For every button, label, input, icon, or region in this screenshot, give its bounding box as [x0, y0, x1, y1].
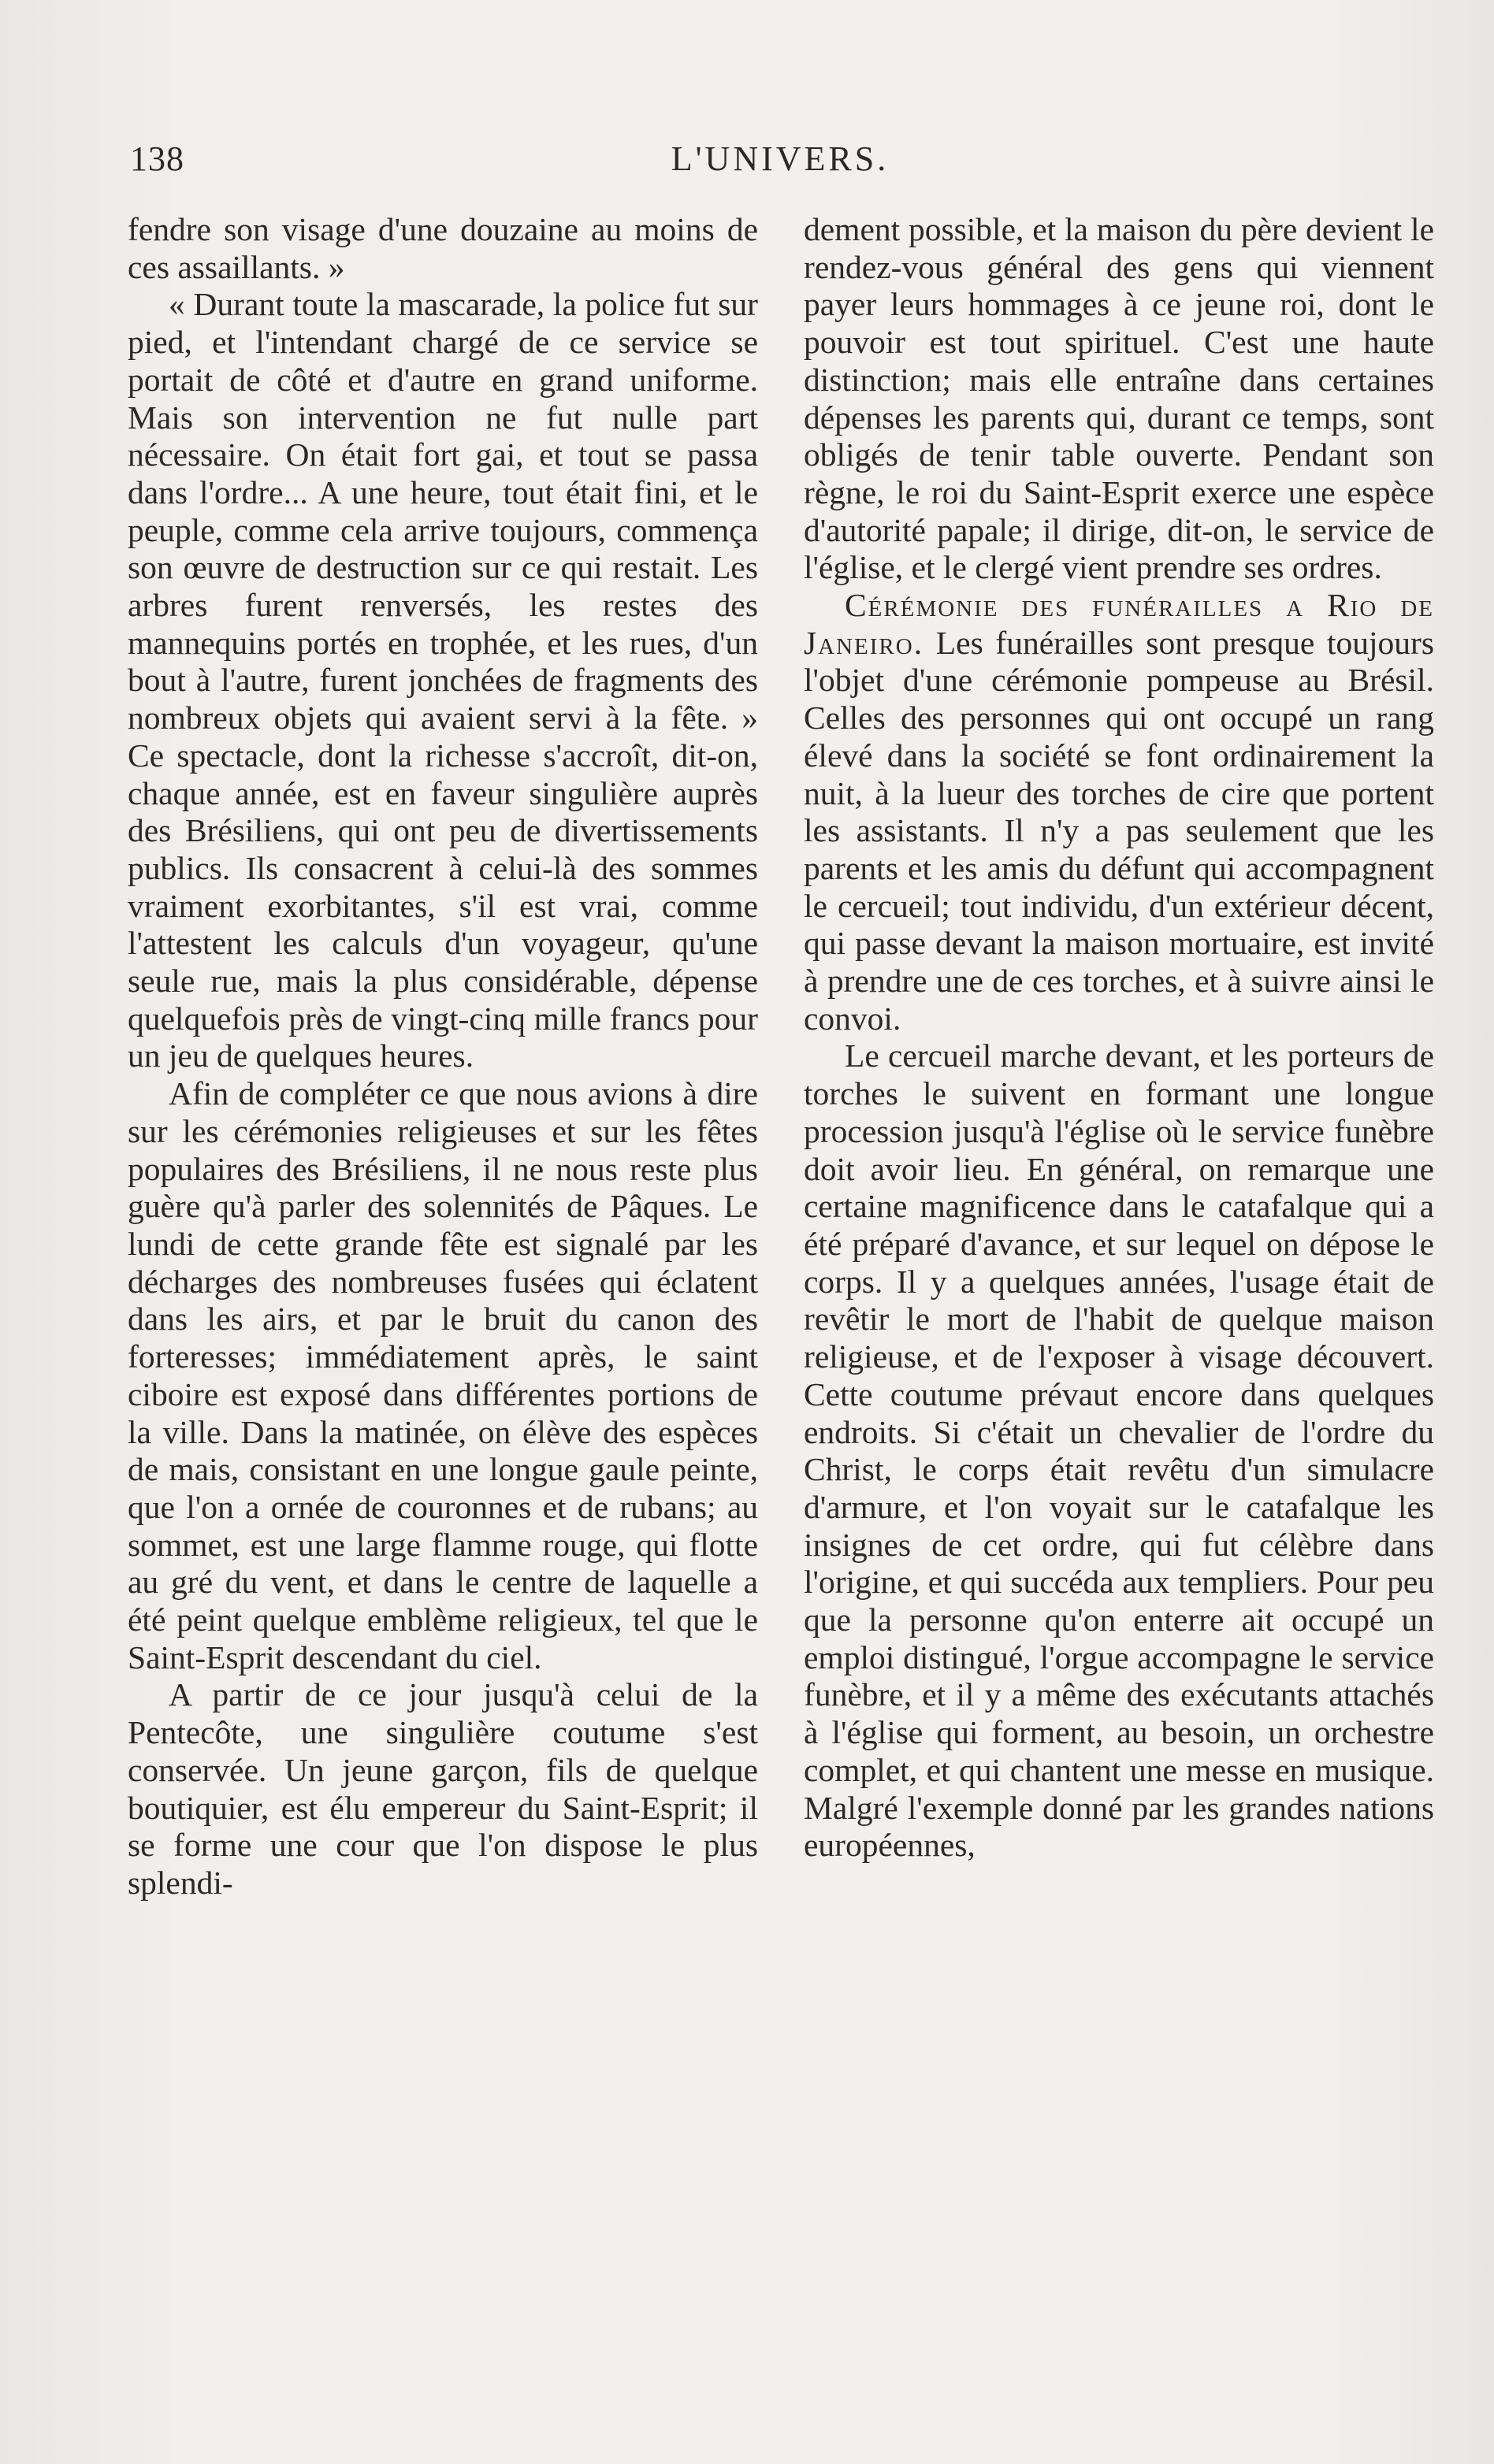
page-header [130, 139, 1430, 186]
running-title: L'UNIVERS. [671, 139, 890, 178]
paragraph: dement possible, et la maison du père devient le rendez-vous général des gens qui viennent payer leurs hommages à ce jeune roi, dont le pouvoir est tout spirituel. C'est une haute distinction; mais elle entraîne dans certaines dépenses les parents qui, durant ce temps, sont obligés de tenir table ouverte. Pendant son règne, le roi du Saint-Esprit exerce une espèce d'autorité papale; il dirige, dit-on, le service de l'église, et le clergé vient prendre ses ordres. [804, 211, 1434, 586]
page-number: 138 [130, 139, 184, 178]
paragraph: Afin de compléter ce que nous avions à dire sur les cérémonies religieuses et sur les fêtes populaires des Brésiliens, il ne nous reste plus guère qu'à parler des solennités de Pâques. Le lundi de cette grande fête est signalé par les décharges des nombreuses fusées qui éclatent dans les airs, et par le bruit du canon des forteresses; immédiatement après, le saint ciboire est exposé dans différentes portions de la ville. Dans la matinée, on élève des espèces de mais, consistant en une longue gaule peinte, que l'on a ornée de couronnes et de rubans; au sommet, est une large flamme rouge, qui flotte au gré du vent, et dans le centre de laquelle a été peint quelque emblème religieux, tel que le Saint-Esprit descendant du ciel. [128, 1075, 758, 1675]
section-paragraph [804, 587, 1434, 1037]
paragraph: Le cercueil marche devant, et les porteurs de torches le suivent en formant une longue procession jusqu'à l'église où le service funèbre doit avoir lieu. En général, on remarque une certaine magnificence dans le catafalque qui a été préparé d'avance, et sur lequel on dépose le corps. Il y a quelques années, l'usage était de revêtir le mort de l'habit de quelque maison religieuse, et de l'exposer à visage découvert. Cette coutume prévaut encore dans quelques endroits. Si c'était un chevalier de l'ordre du Christ, le corps était revêtu d'un simulacre d'armure, et l'on voyait sur le catafalque les insignes de cet ordre, qui fut célèbre dans l'origine, et qui succéda aux templiers. Pour peu que la personne qu'on enterre ait occupé un emploi distingué, l'orgue accompagne le service funèbre, et il y a même des exécutants attachés à l'église qui forment, au besoin, un orchestre complet, et qui chantent une messe en musique. Malgré l'exemple donné par les grandes nations européennes, [804, 1037, 1434, 1864]
section-heading: Cérémonie des funérailles a Rio de Janeiro. [804, 587, 1434, 661]
paragraph: fendre son visage d'une douzaine au moins de ces assaillants. » [128, 211, 758, 285]
paragraph: « Durant toute la mascarade, la police fut sur pied, et l'intendant chargé de ce service se portait de côté et d'autre en grand uniforme. Mais son intervention ne fut nulle part nécessaire. On était fort gai, et tout se passa dans l'ordre... A une heure, tout était fini, et le peuple, comme cela arrive toujours, commença son œuvre de destruction sur ce qui restait. Les arbres furent renversés, les restes des mannequins portés en trophée, et les rues, d'un bout à l'autre, furent jonchées de fragments des nombreux objets qui avaient servi à la fête. » Ce spectacle, dont la richesse s'accroît, dit-on, chaque année, est en faveur singulière auprès des Brésiliens, qui ont peu de divertissements publics. Ils consacrent à celui-là des sommes vraiment exorbitantes, s'il est vrai, comme l'attestent les calculs d'un voyageur, qu'une seule rue, mais la plus considérable, dépense quelquefois près de vingt-cinq mille francs pour un jeu de quelques heures. [128, 286, 758, 1074]
paragraph: A partir de ce jour jusqu'à celui de la Pentecôte, une singulière coutume s'est conservée. Un jeune garçon, fils de quelque boutiquier, est élu empereur du Saint-Esprit; il se forme une cour que l'on dispose le plus splendi- [128, 1676, 758, 1901]
left-column [128, 211, 758, 1902]
section-text: Les funérailles sont presque toujours l'objet d'une cérémonie pompeuse au Brésil. Celles des personnes qui ont occupé un rang élevé dans la société se font ordinairement la nuit, à la lueur des torches de cire que portent les assistants. Il n'y a pas seulement que les parents et les amis du défunt qui accompagnent le cercueil; tout individu, d'un extérieur décent, qui passe devant la maison mortuaire, est invité à prendre une de ces torches, et à suivre ainsi le convoi. [804, 624, 1434, 1037]
right-column [804, 211, 1434, 1865]
